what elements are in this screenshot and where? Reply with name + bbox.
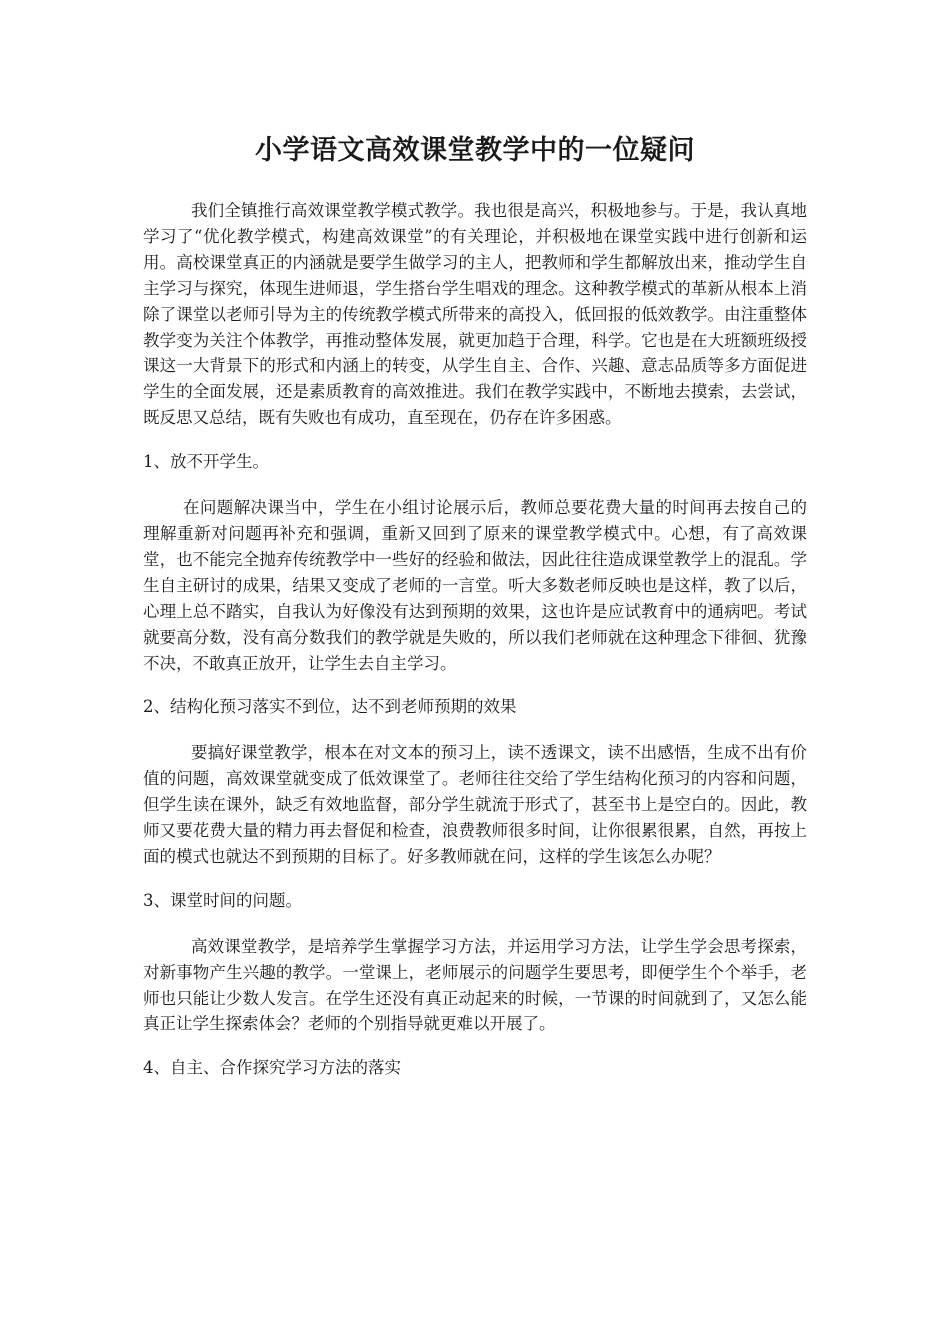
document-body	[143, 198, 807, 1081]
section-1-heading: 1、放不开学生。	[143, 452, 269, 472]
section-1-paragraph: 在问题解决课当中，学生在小组讨论展示后，教师总要花费大量的时间再去按自己的理解重新对问题再补充和强调，重新又回到了原来的课堂教学模式中。心想，有了高效课堂，也不能完全抛弃传统教学中一些好的经验和做法，因此往往造成课堂教学上的混乱。学生自主研讨的成果，结果又变成了老师的一言堂。听大多数老师反映也是这样，教了以后，心理上总不踏实，自我认为好像没有达到预期的效果，这也许是应试教育中的通病吧。考试就要高分数，没有高分数我们的教学就是失败的，所以我们老师就在这种理念下徘徊、犹豫不决，不敢真正放开，让学生去自主学习。	[143, 498, 807, 673]
section-2-heading: 2、结构化预习落实不到位，达不到老师预期的效果	[143, 697, 517, 717]
section-4-heading: 4、自主、合作探究学习方法的落实	[143, 1058, 401, 1078]
intro-paragraph: 我们全镇推行高效课堂教学模式教学。我也很是高兴，积极地参与。于是，我认真地学习了“优化教学模式，构建高效课堂”的有关理论，并积极地在课堂实践中进行创新和运用。高校课堂真正的内涵就是要学生做学习的主人，把教师和学生都解放出来，推动学生自主学习与探究，体现生进师退，学生搭台学生唱戏的理念。这种教学模式的革新从根本上消除了课堂以老师引导为主的传统教学模式所带来的高投入，低回报的低效教学。由注重整体教学变为关注个体教学，再推动整体发展，就更加趋于合理，科学。它也是在大班额班级授课这一大背景下的形式和内涵上的转变，从学生自主、合作、兴趣、意志品质等多方面促进学生的全面发展，还是素质教育的高效推进。我们在教学实践中，不断地去摸索，去尝试，既反思又总结，既有失败也有成功，直至现在，仍存在许多困惑。	[143, 201, 807, 428]
section-3-heading: 3、课堂时间的问题。	[143, 890, 302, 910]
section-2-paragraph: 要搞好课堂教学，根本在对文本的预习上，读不透课文，读不出感悟，生成不出有价值的问题，高效课堂就变成了低效课堂了。老师往往交给了学生结构化预习的内容和问题，但学生读在课外，缺乏有效地监督，部分学生就流于形式了，甚至书上是空白的。因此，教师又要花费大量的精力再去督促和检查，浪费教师很多时间，让你很累很累，自然，再按上面的模式也就达不到预期的目标了。好多教师就在问，这样的学生该怎么办呢？	[143, 743, 807, 866]
section-3-paragraph: 高效课堂教学，是培养学生掌握学习方法，并运用学习方法，让学生学会思考探索，对新事物产生兴趣的教学。一堂课上，老师展示的问题学生要思考，即便学生个个举手，老师也只能让少数人发言。在学生还没有真正动起来的时候，一节课的时间就到了，又怎么能真正让学生探索体会？老师的个别指导就更难以开展了。	[143, 936, 807, 1034]
document-title: 小学语文高效课堂教学中的一位疑问	[255, 135, 695, 166]
